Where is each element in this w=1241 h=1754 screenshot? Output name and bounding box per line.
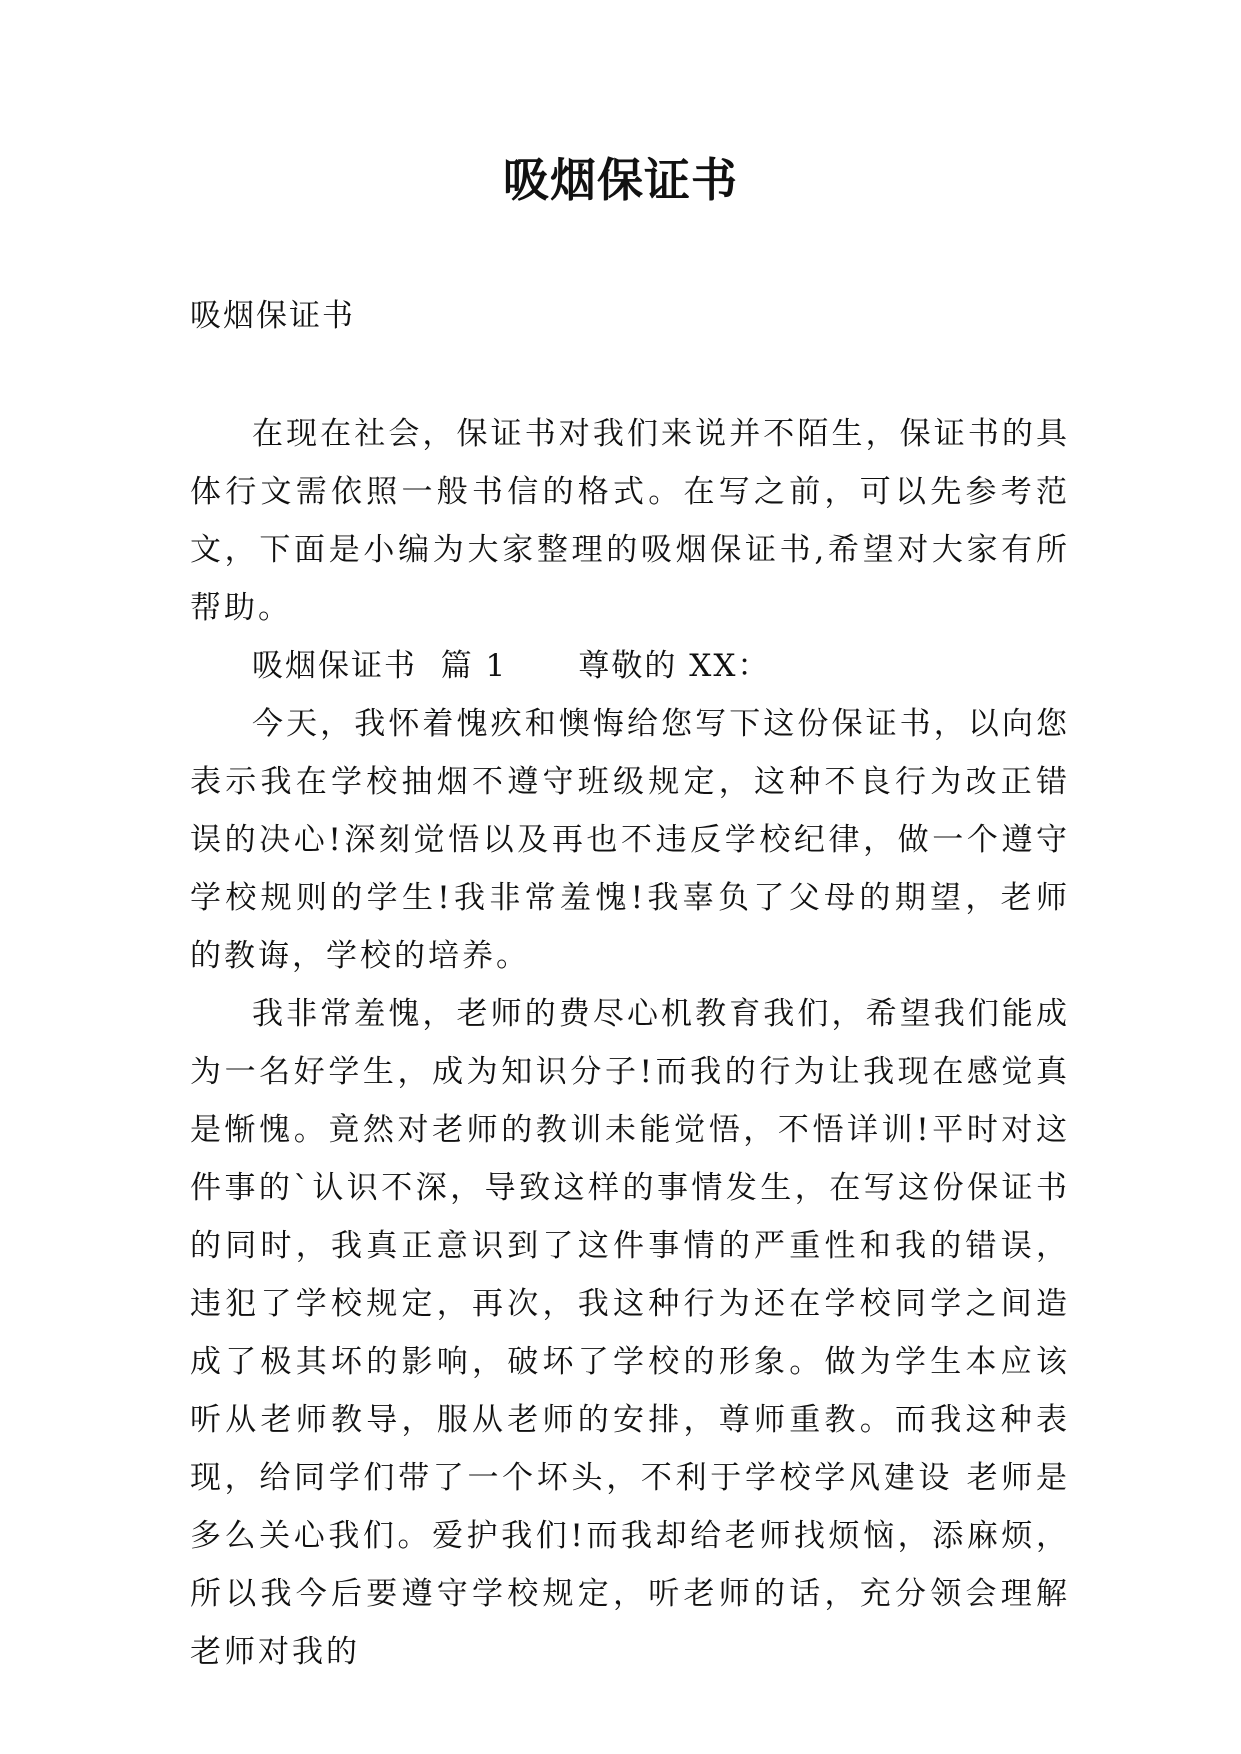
body-paragraph: 我非常羞愧，老师的费尽心机教育我们，希望我们能成为一名好学生，成为知识分子!而我的行为让我现在感觉真是惭愧。竟然对老师的教训未能觉悟，不悟详训!平时对这件事的`认识不深，导致这样的事情发生，在写这份保证书的同时，我真正意识到了这件事情的严重性和我的错误，违犯了学校规定，再次，我这种行为还在学校同学之间造成了极其坏的影响，破坏了学校的形象。做为学生本应该听从老师教导，服从老师的安排，尊师重教。而我这种表现，给同学们带了一个坏头，不利于学校学风建设 老师是多么关心我们。爱护我们!而我却给老师找烦恼，添麻烦，所以我今后要遵守学校规定，听老师的话，充分领会理解老师对我的	[190, 996, 1070, 1670]
body-paragraph: 今天，我怀着愧疚和懊悔给您写下这份保证书，以向您表示我在学校抽烟不遵守班级规定，这种不良行为改正错误的决心!深刻觉悟以及再也不违反学校纪律，做一个遵守学校规则的学生!我非常羞愧!我辜负了父母的期望，老师的教诲，学校的培养。	[190, 706, 1070, 974]
document-subtitle: 吸烟保证书	[190, 298, 355, 334]
document-body	[190, 405, 1070, 1681]
intro-paragraph: 在现在社会，保证书对我们来说并不陌生，保证书的具体行文需依照一般书信的格式。在写之前，可以先参考范文，下面是小编为大家整理的吸烟保证书,希望对大家有所帮助。	[190, 416, 1070, 626]
section-heading-line: 吸烟保证书 篇 1 尊敬的 XX：	[252, 648, 771, 684]
document-title: 吸烟保证书	[503, 153, 738, 207]
